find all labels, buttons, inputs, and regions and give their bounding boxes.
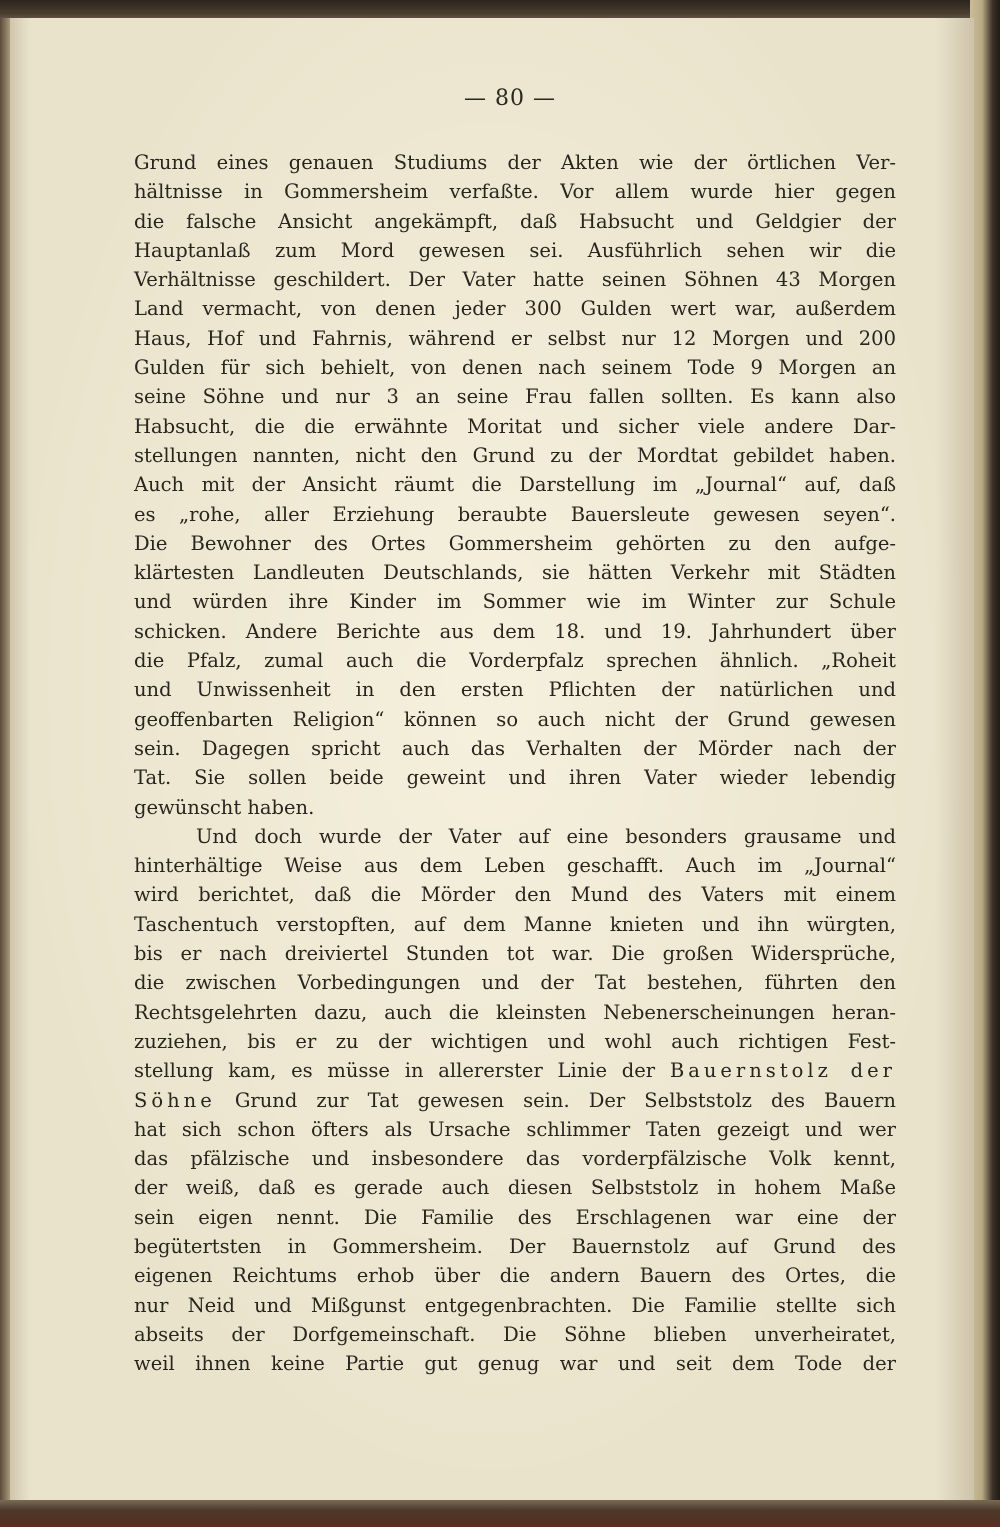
- text-line: das pfälzische und insbesondere das vorderpfälzische Volk kennt,: [134, 1147, 896, 1171]
- emphasized-text: Bauernstolz der: [669, 1059, 896, 1083]
- text-line: Gulden für sich behielt, von denen nach seinem Tode 9 Morgen an: [134, 356, 896, 380]
- text-line: sein. Dagegen spricht auch das Verhalten der Mörder nach der: [134, 736, 896, 760]
- text-fragment: stellung kam, es müsse in allererster Linie der: [134, 1059, 656, 1083]
- text-line: hältnisse in Gommersheim verfaßte. Vor allem wurde hier gegen: [134, 180, 896, 204]
- text-line: zuziehen, bis er zu der wichtigen und wohl auch richtigen Fest-: [134, 1029, 896, 1053]
- text-line: Auch mit der Ansicht räumt die Darstellung im „Journal“ auf, daß: [134, 473, 896, 497]
- text-line: begütertsten in Gommersheim. Der Bauernstolz auf Grund des: [134, 1234, 896, 1258]
- text-line-with-emphasis: [134, 1086, 896, 1115]
- text-line: bis er nach dreiviertel Stunden tot war. Die großen Widersprüche,: [134, 942, 896, 966]
- text-line: stellungen nannten, nicht den Grund zu der Mordtat gebildet haben.: [134, 443, 896, 467]
- book-bottom-edge: [0, 1500, 1000, 1527]
- text-line: sein eigen nennt. Die Familie des Erschlagenen war eine der: [134, 1205, 896, 1229]
- book-gutter: [0, 18, 10, 1508]
- text-line: weil ihnen keine Partie gut genug war und seit dem Tode der: [134, 1352, 896, 1376]
- text-line: schicken. Andere Berichte aus dem 18. und 19. Jahrhundert über: [134, 619, 896, 643]
- text-line: und Unwissenheit in den ersten Pflichten der natürlichen und: [134, 678, 896, 702]
- text-line: es „rohe, aller Erziehung beraubte Bauersleute gewesen seyen“.: [134, 502, 896, 526]
- text-line: die Pfalz, zumal auch die Vorderpfalz sprechen ähnlich. „Roheit: [134, 649, 896, 673]
- text-line: Die Bewohner des Ortes Gommersheim gehörten zu den aufge-: [134, 531, 896, 555]
- text-line: Habsucht, die die erwähnte Moritat und sicher viele andere Dar-: [134, 414, 896, 438]
- text-line: wird berichtet, daß die Mörder den Mund des Vaters mit einem: [134, 883, 896, 907]
- text-line: Hauptanlaß zum Mord gewesen sei. Ausführlich sehen wir die: [134, 238, 896, 262]
- text-line: Rechtsgelehrten dazu, auch die kleinsten Nebenerscheinungen heran-: [134, 1000, 896, 1024]
- text-line: Tat. Sie sollen beide geweint und ihren Vater wieder lebendig: [134, 766, 896, 790]
- text-line: nur Neid und Mißgunst entgegenbrachten. Die Familie stellte sich: [134, 1293, 896, 1317]
- text-line: eigenen Reichtums erhob über die andern Bauern des Ortes, die: [134, 1264, 896, 1288]
- text-line: Haus, Hof und Fahrnis, während er selbst nur 12 Morgen und 200: [134, 326, 896, 350]
- text-line: abseits der Dorfgemeinschaft. Die Söhne blieben unverheiratet,: [134, 1322, 896, 1346]
- text-line: Taschentuch verstopften, auf dem Manne knieten und ihn würgten,: [134, 912, 896, 936]
- text-line: Und doch wurde der Vater auf eine besonders grausame und: [196, 824, 896, 848]
- body-text: [134, 148, 896, 1378]
- text-line: Land vermacht, von denen jeder 300 Gulden wert war, außerdem: [134, 297, 896, 321]
- text-line: klärtesten Landleuten Deutschlands, sie hätten Verkehr mit Städten: [134, 561, 896, 585]
- text-line: die falsche Ansicht angekämpft, daß Habsucht und Geldgier der: [134, 209, 896, 233]
- text-line-with-emphasis: [134, 1056, 896, 1085]
- text-line: der weiß, daß es gerade auch diesen Selbststolz in hohem Maße: [134, 1176, 896, 1200]
- emphasized-text: Söhne: [134, 1088, 216, 1112]
- text-line: geoffenbarten Religion“ können so auch nicht der Grund gewesen: [134, 707, 896, 731]
- page-number: — 80 —: [464, 86, 556, 111]
- text-line: seine Söhne und nur 3 an seine Frau fallen sollten. Es kann also: [134, 385, 896, 409]
- text-line: hat sich schon öfters als Ursache schlimmer Taten gezeigt und wer: [134, 1117, 896, 1141]
- text-line: gewünscht haben.: [134, 795, 315, 819]
- book-cover-edge: [970, 0, 1000, 1527]
- text-fragment: Grund zur Tat gewesen sein. Der Selbststolz des Bauern: [234, 1088, 896, 1112]
- text-line: Verhältnisse geschildert. Der Vater hatte seinen Söhnen 43 Morgen: [134, 268, 896, 292]
- text-line: und würden ihre Kinder im Sommer wie im Winter zur Schule: [134, 590, 896, 614]
- text-line: hinterhältige Weise aus dem Leben geschafft. Auch im „Journal“: [134, 854, 896, 878]
- text-line: die zwischen Vorbedingungen und der Tat bestehen, führten den: [134, 971, 896, 995]
- text-line: Grund eines genauen Studiums der Akten wie der örtlichen Ver-: [134, 151, 896, 174]
